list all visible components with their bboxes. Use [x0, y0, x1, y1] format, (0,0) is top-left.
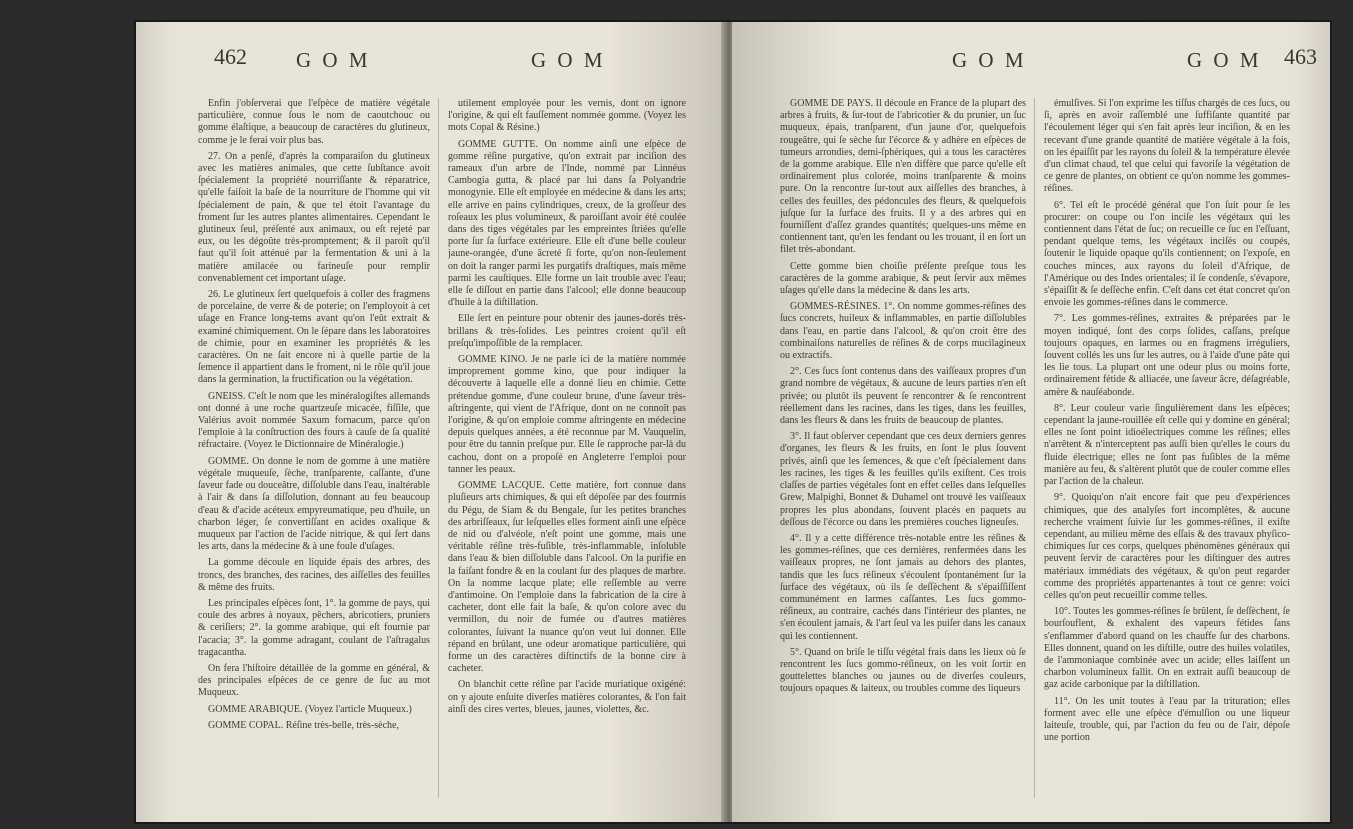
right-column-2 [1044, 98, 1290, 798]
paragraph: 9°. Quoiqu'on n'ait encore fait que peu d'expériences chimiques, que des analyſes fort incomplètes, & aucune recherche vraiment ſuivie ſur les gommes-réſines, il exiſte cependant, au milieu même des eſſais & des travaux phyſico-chimiques ſur ces corps, quelques phénomènes généraux qui peuvent ſervir de caractères pour les diſtinguer des autres matériaux immédiats des végétaux, & qu'on peut regarder comme des propriétés appartenantes à tout ce genre: voici celles qu'on peut recueillir comme telles. [1044, 492, 1290, 601]
paragraph: 27. On a penſé, d'après la comparaiſon du glutineux avec les matières animales, que cette ſubſtance avoit ſpécialement la propriété nourriſſante & réparatrice, qu'elle faiſoit la baſe de la nourriture de l'homme qui vit ſpécialement de pain, & que tel étoit l'avantage du froment ſur les autres plantes alimentaires. Cependant le glutineux ſeul, préſenté aux animaux, ou eſt rejeté par eux, ou les dégoûte très-promptement; & il paroît qu'il faut qu'il ſoit atténué par la fermentation & uni à la matière amilacée ou farineuſe pour remplir convenablement cet important uſage. [198, 150, 430, 284]
paragraph: utilement employée pour les vernis, dont on ignore l'origine, & qui eſt fauſſement nommée gomme. (Voyez les mots Copal & Résine.) [448, 98, 686, 134]
paragraph: 26. Le glutineux ſert quelquefois à coller des fragmens de porcelaine, de verre & de poterie; on l'employoit à cet uſage en France long-tems avant qu'on l'eût extrait & examiné chimiquement. On le ſépare dans les laboratoires de chimie, pour en examiner les propriétés & les caractères. On ne ſait encore ni à quelle partie de la ſemence il appartient dans le froment, ni le rôle qu'il joue dans la germination, la fructification ou la végétation. [198, 289, 430, 386]
paragraph: On fera l'hiſtoire détaillée de la gomme en général, & des principales eſpèces de ce genre de ſuc au mot Muqueux. [198, 662, 430, 699]
paragraph: 8°. Leur couleur varie ſingulièrement dans les eſpèces; cependant la jaune-rouillée eſt celle qui y domine en général; elles ne ſont point idioélectriques comme les réſines; elles n'arrêtent & n'interceptent pas auſſi bien qu'elles le cours du fluide électrique; elles ne ſont pas fuſibles de la même manière au feu, & s'altèrent plutôt que de couler comme elles par l'action de la chaleur. [1044, 402, 1290, 488]
paragraph: GOMME. On donne le nom de gomme à une matière végétale muqueuſe, ſèche, tranſparente, caſſante, d'une ſaveur fade ou douceâtre, diſſoluble dans l'eau, inaltérable à l'air & dans ſa diſſolution, donnant au feu beaucoup d'eau & d'acide acéteux empyreumatique, peu d'huile, un charbon léger, ſe convertiſſant en acides oxalique & muqueux par l'action de l'acide nitrique, & qui ſert dans les arts, dans la médecine & à une foule d'uſages. [198, 455, 430, 553]
right-running-head-1: G O M [952, 48, 1027, 72]
paragraph: On blanchit cette réſine par l'acide muriatique oxigéné: on y ajoute enſuite diverſes matières colorantes, & l'on fait ainſi des cires vertes, bleues, jaunes, violettes, &c. [448, 679, 686, 715]
left-page-number: 462 [214, 44, 247, 69]
paragraph: 5°. Quand on briſe le tiſſu végétal frais dans les lieux où ſe rencontrent les ſucs gommo-réſineux, on les voit ſortir en gouttelettes blanches ou jaunes ou de diverſes couleurs, toujours opaques & laiteux, ou troubles comme des liqueurs [780, 646, 1026, 695]
paragraph: GOMMES-RÉSINES. 1°. On nomme gommes-réſines des ſucs concrets, huileux & inflammables, en partie diſſolubles dans l'eau, en partie dans l'alcool, & qu'on croit être des combinaiſons naturelles de réſines & de corps mucilagineux ou extractifs. [780, 301, 1026, 362]
right-running-head-2: G O M [1187, 48, 1262, 72]
paragraph: Enfin j'obſerverai que l'eſpèce de matière végétale particulière, connue ſous le nom de caoutchouc ou gomme élaſtique, a beaucoup de caractères du glutineux, comme je le ferai voir plus bas. [198, 98, 430, 146]
paragraph: 4°. Il y a cette différence très-notable entre les réſines & les gommes-réſines, que ces dernières, renfermées dans les vaiſſeaux propres, ne ſont jamais au dehors des plantes, tandis que les ſucs réſineux s'écoulent ſpontanément ſur la ſurface des végétaux, où ils ſe deſſèchent & s'épaiſſiſſent communément en larmes caſſantes. Les ſucs gommo-réſineux, au contraire, cachés dans l'intérieur des plantes, ne s'en écoulent jamais, & l'art ſeul va les puiſer dans les canaux qui les contiennent. [780, 532, 1026, 642]
left-running-head-2: G O M [531, 48, 606, 72]
paragraph: 6°. Tel eſt le procédé général que l'on ſuit pour ſe les procurer: on coupe ou l'on inciſe les végétaux qui les contiennent dans l'état de ſuc; on recueille ce ſuc en l'eſſuant, pendant quelque tems, les végétaux inciſés ou coupés, ſoutenir le liquide opaque qu'ils contiennent; on l'expoſe, en couches minces, aux rayons du ſoleil d'Afrique, de l'Amérique ou des Indes orientales; il ſe condenſe, s'évapore, s'épaiſſit & ſe deſſèche enfin. C'eſt dans cet état concret qu'on envoie les gommes-réſines dans le commerce. [1044, 199, 1290, 309]
paragraph: GOMME LACQUE. Cette matière, fort connue dans pluſieurs arts chimiques, & qui eſt dépoſée par des fourmis du Pégu, de Siam & du Bengale, ſur les petites branches des arbriſſeaux, ſur leſquelles elles forment ainſi une eſpèce de nid ou d'alvéole, n'eſt point une gomme, mais une véritable réſine très-fuſible, très-inflammable, inſoluble dans l'eau & bien diſſoluble dans l'alcool. On la purifie en la faiſant fondre & en la coulant ſur des plaques de marbre. On la nomme lacque plate; elle reſſemble au verre d'antimoine. On l'emploie dans la fabrication de la cire à cacheter, dont elle fait la baſe, & qu'on colore avec du vermillon, du noir de fumée ou d'autres matières colorantes, ſuivant la nuance qu'on veut lui donner. Elle répand en brûlant, une odeur aromatique particulière, qui forme un des caractères diſtinctifs de la bonne cire à cacheter. [448, 480, 686, 675]
paragraph: GOMME COPAL. Réſine très-belle, très-sèche, [208, 719, 399, 731]
paragraph: GOMME DE PAYS. Il découle en France de la plupart des arbres à fruits, & ſur-tout de l'abricotier & du prunier, un ſuc muqueux, épais, tranſparent, d'un jaune d'or, quelquefois rougeâtre, qui ſe sèche ſur l'écorce & y adhère en eſpèces de tumeurs arrondies, demi-ſphériques, qui a tous les caractères de la gomme arabique. Elle n'en diffère que parce qu'elle eſt ordinairement plus colorée, moins tranſparente & moins pure. On la rencontre ſur-tout aux aiſſelles des branches, à celles des feuilles, des pédoncules des fleurs, & quelquefois juſque ſur la ſurface des fruits. Il y a des arbres qui en fourniſſent d'aſſez grandes quantités; quelques-uns même en contiennent tant, qu'en les fendant ou les trouant, il en ſort un filet très-abondant. [780, 98, 1026, 256]
paragraph: Elle ſert en peinture pour obtenir des jaunes-dorés très-brillans & très-ſolides. Les peintres croient qu'il eſt preſqu'impoſſible de la remplacer. [448, 313, 686, 349]
paragraph: La gomme découle en liquide épais des arbres, des troncs, des branches, des racines, des aiſſelles des feuilles & même des fruits. [198, 557, 430, 593]
left-page [136, 22, 726, 822]
right-page-number: 463 [1284, 44, 1317, 69]
left-running-head-1: G O M [296, 48, 371, 72]
left-column-2 [448, 98, 686, 798]
paragraph: 3°. Il faut obſerver cependant que ces deux derniers genres d'organes, les fleurs & les fruits, en ſont le plus ſouvent privés, ainſi que les ſemences, & que c'eſt ſpécialement dans les racines, les tiges & les feuilles qu'ils exiſtent. Ces trois claſſes de parties végétales ſont en effet celles dans leſquelles Grew, Malpighi, Bonnet & Duhamel ont trouvé les vaiſſeaux propres les plus abondans, ſouvent placés en paquets au deſſous de l'écorce ou dans les premières couches ligneuſes. [780, 431, 1026, 528]
paragraph: GOMME KINO. Je ne parle ici de la matière nommée improprement gomme kino, que pour indiquer la découverte à laquelle elle a donné lieu en chimie. Cette prétendue gomme, d'une couleur brune, d'une ſaveur très-aſtringente, qui vient de l'Afrique, dont on ne connoît pas l'origine, & qu'on emploie comme aſtringente en médecine depuis quelques années, a été reconnue par M. Vauquelin, pour être du tannin preſque pur. Elle ſe rapproche par-là du cachou, dont on a propoſé en Angleterre l'emploi pour tanner les peaux. [448, 354, 686, 475]
paragraph: 10°. Toutes les gommes-réſines ſe brûlent, ſe deſſèchent, ſe bourſouflent, & exhalent des vapeurs fétides ſans s'enflammer d'abord quand on les chauffe ſur des charbons. Elles donnent, quand on les diſtille, outre des huiles volatiles, de l'ammoniaque combinée avec un acide; elles laiſſent un charbon volumineux fallit. On en extrait auſſi beaucoup de gaz acide carbonique par la diſtillation. [1044, 606, 1290, 691]
paragraph: GOMME ARABIQUE. (Voyez l'article Muqueux.) [208, 703, 412, 715]
paragraph: 7°. Les gommes-réſines, extraites & préparées par le moyen indiqué, ſont des corps ſolides, caſſans, preſque toujours opaques, en larmes ou en fragmens irréguliers, ſouvent collés les uns ſur les autres, ou à l'aide d'une pâte qui les lie tous. La plupart ont une odeur plus ou moins forte, ordinairement fétide & alliacée, une ſaveur âcre, déſagréable, amère & nauſéabonde. [1044, 313, 1290, 398]
right-column-1 [780, 98, 1026, 798]
column-divider [1034, 98, 1035, 798]
column-divider [438, 98, 439, 798]
paragraph: 11°. On les unit toutes à l'eau par la trituration; elles forment avec elle une eſpèce d'émulſion ou une liqueur laiteuſe, trouble, qui, par l'action du feu ou de l'air, dépoſe une portion [1044, 695, 1290, 744]
paragraph: GOMME GUTTE. On nomme ainſi une eſpèce de gomme réſine purgative, qu'on extrait par inciſion des rameaux d'un arbre de l'Inde, nommé par Linnéus Cambogia gutta, & placé par lui dans ſa Polyandrie monogynie. Elle eſt employée en médecine & dans les arts; elle arrive en pains cylindriques, creux, de la groſſeur des roſeaux les plus volumineux, & paroiſſant avoir été coulée dans des tiges végétales par les empreintes ſtriées qu'elle porte ſur ſa ſurface extérieure. Elle eſt d'une belle couleur jaune-orangée, d'une âcreté ſi forte, qu'on non-ſeulement on doit la ranger parmi les purgatifs draſtiques, mais même parmi les cauſtiques. Elle forme un lait trouble avec l'eau; elle ſe diſſout en partie dans l'alcool; elle donne beaucoup d'huile à la diſtillation. [448, 138, 686, 309]
left-column-1 [198, 98, 430, 798]
paragraph: Les principales eſpèces ſont, 1°. la gomme de pays, qui coule des arbres à noyaux, pêchers, abricotiers, pruniers & ceriſiers; 2°. la gomme arabique, qui eſt fournie par l'acacia; 3°. la gomme adragant, coulant de l'aſtragalus tragacantha. [198, 597, 430, 658]
open-book [136, 22, 1330, 822]
right-page [732, 22, 1330, 822]
paragraph: émulſives. Si l'on exprime les tiſſus chargés de ces ſucs, ou ſi, après en avoir raſſemblé une ſuffiſante quantité par l'écoulement léger qui s'en fait après leur inciſion, & en les recevant d'une grande quantité de matière végétale à la fois, on les épaiſſit par les rayons du ſoleil & la température élevée d'un climat chaud, tel que celui qui favoriſe la végétation de ce genre de plantes, on obtient ce qu'on nomme les gommes-réſines. [1044, 98, 1290, 195]
paragraph: GNEISS. C'eſt le nom que les minéralogiſtes allemands ont donné à une roche quartzeuſe micacée, fiſſile, que Valérius avoit nommée Saxum fornacum, parce qu'on l'emploie à la conſtruction des fours à cauſe de ſa qualité réfractaire. (Voyez le Dictionnaire de Minéralogie.) [198, 390, 430, 451]
paragraph: 2°. Ces ſucs ſont contenus dans des vaiſſeaux propres d'un grand nombre de végétaux, & aucune de leurs parties n'en eſt privée; ou plutôt ils peuvent ſe rencontrer & ſe rencontrent réellement dans les racines, dans les tiges, dans les feuilles, dans les fleurs & dans les fruits de beaucoup de plantes. [780, 366, 1026, 427]
paragraph: Cette gomme bien choiſie préſente preſque tous les caractères de la gomme arabique, & peut ſervir aux mêmes uſages qu'elle dans la médecine & dans les arts. [780, 260, 1026, 297]
